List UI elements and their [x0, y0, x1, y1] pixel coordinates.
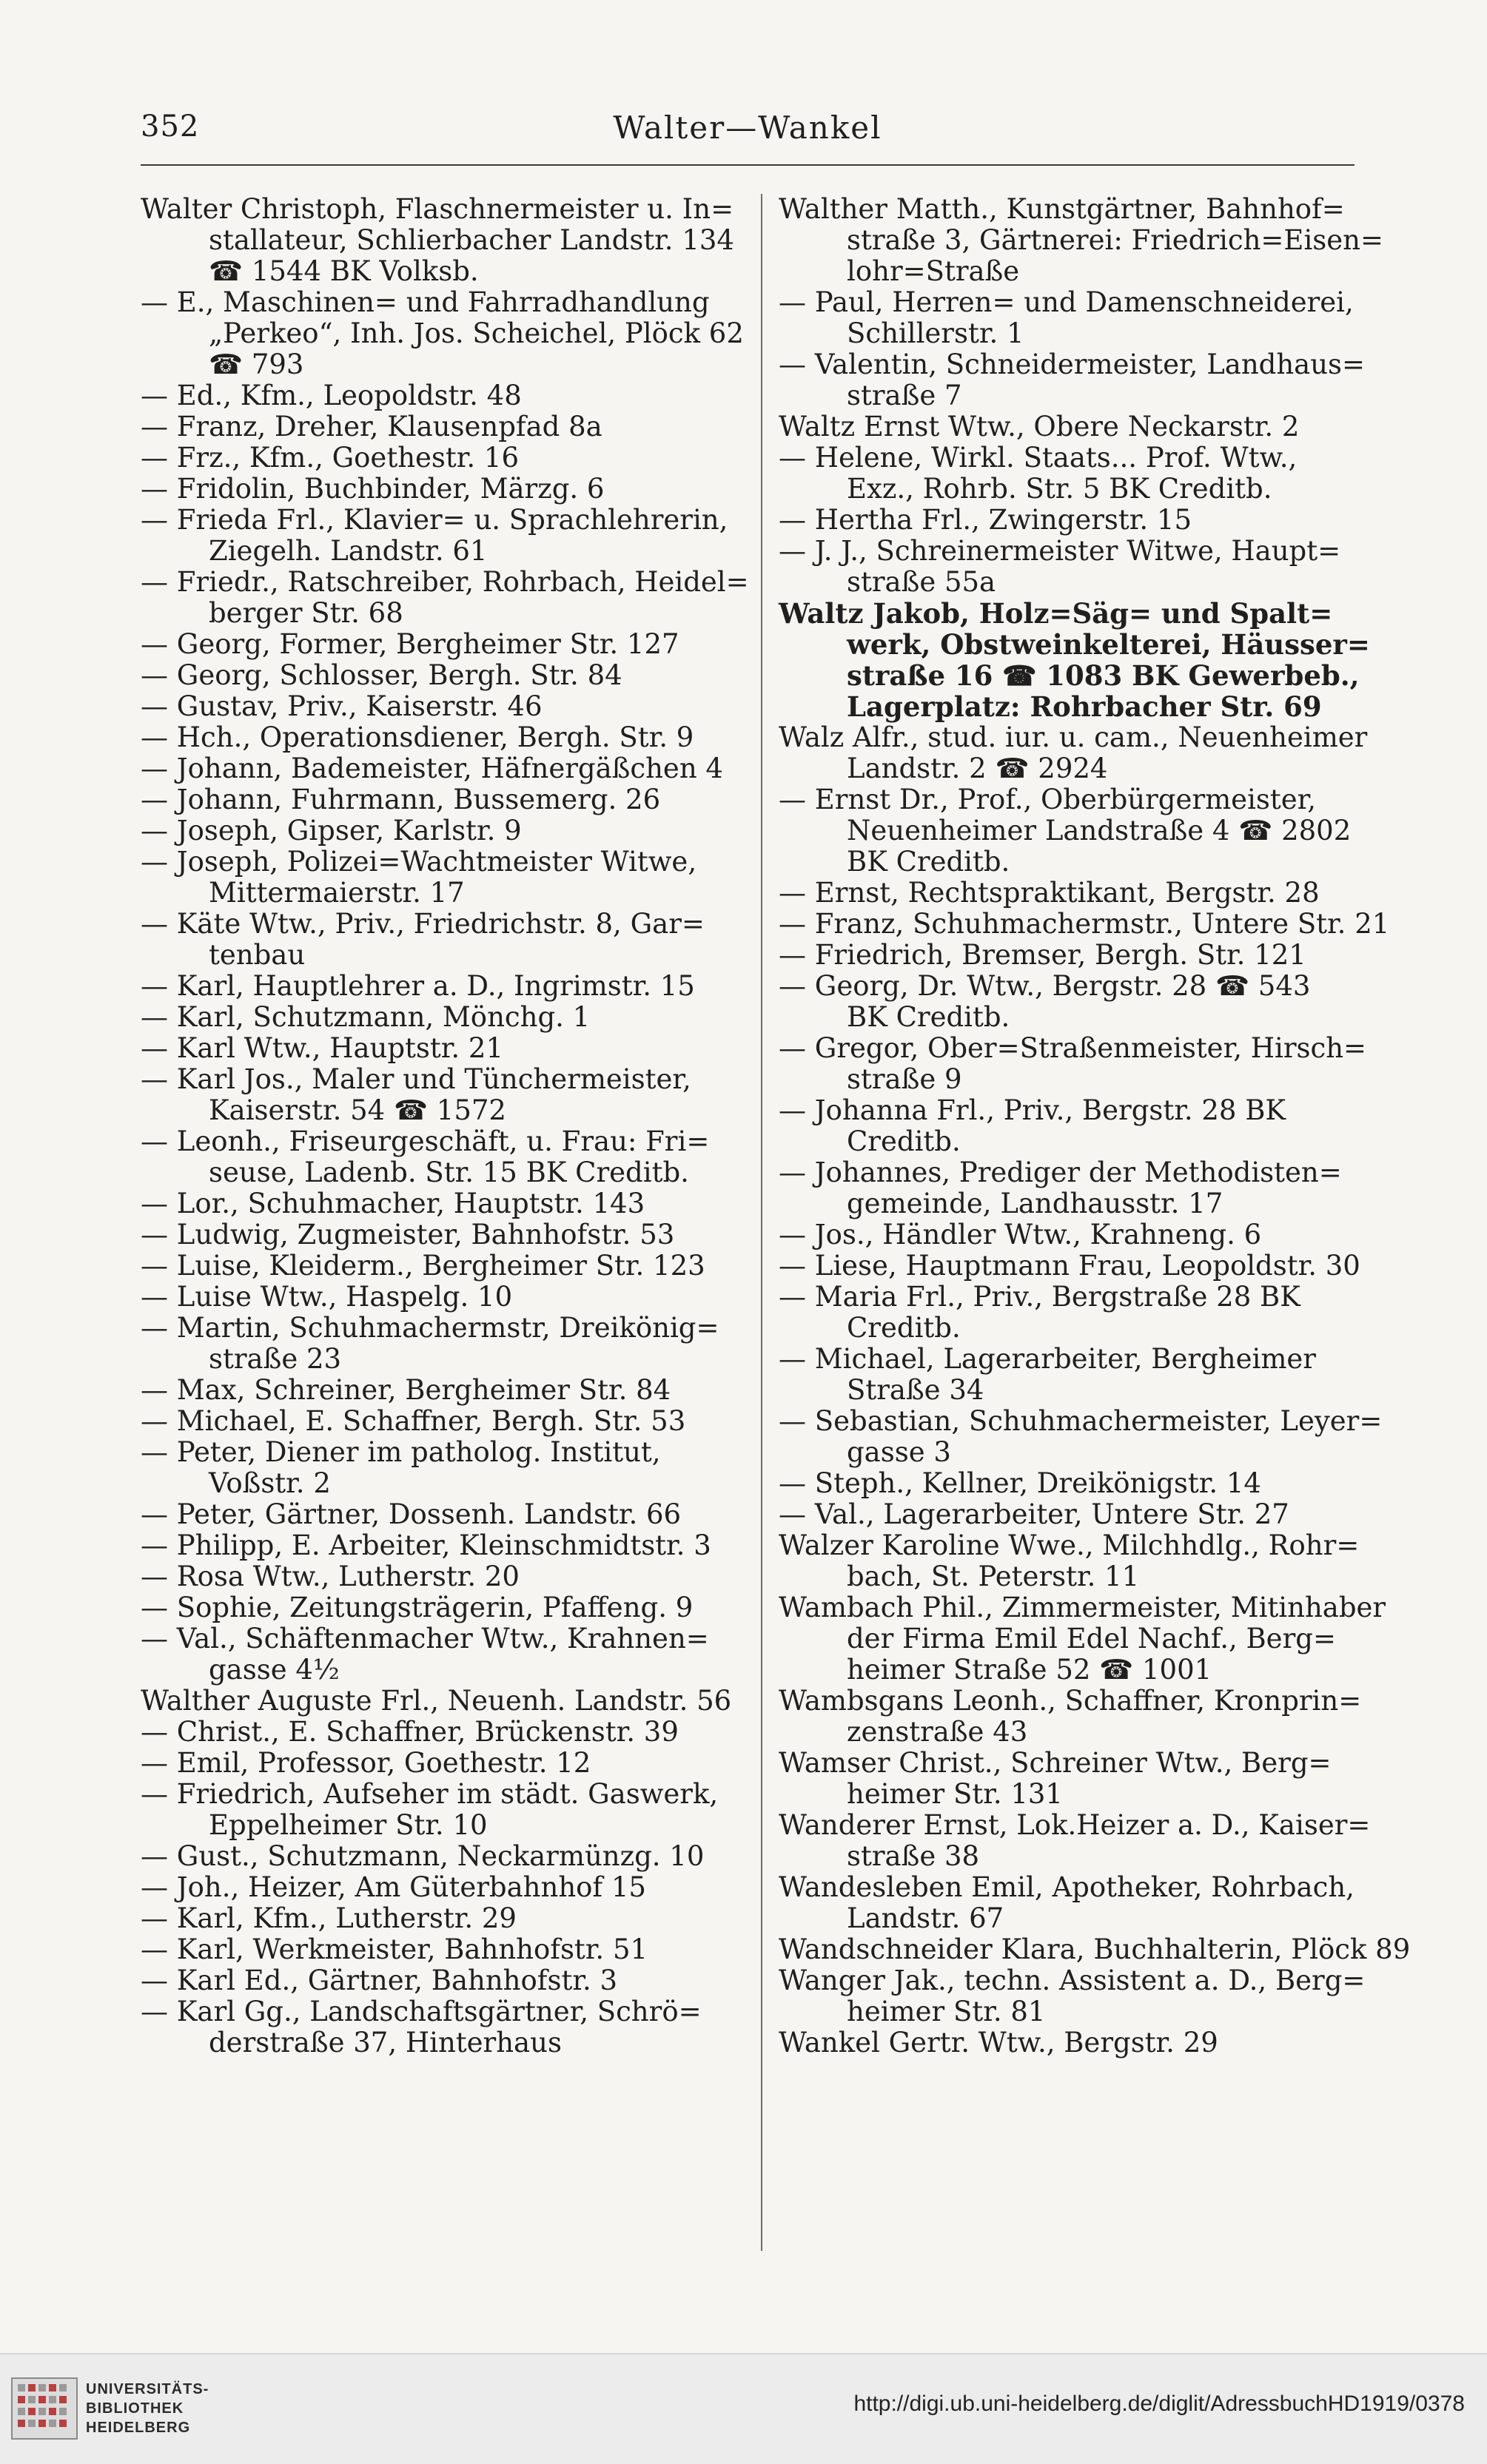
right-column-entry-line: — Johannes, Prediger der Methodisten= — [779, 1157, 1342, 1188]
right-column-entry-line: Waltz Ernst Wtw., Obere Neckarstr. 2 — [779, 411, 1300, 442]
left-column-entry-line: Walther Auguste Frl., Neuenh. Landstr. 56 — [141, 1685, 732, 1717]
left-column-entry-line: Mittermaierstr. 17 — [209, 877, 465, 909]
right-column-entry-line: Schillerstr. 1 — [847, 317, 1024, 349]
right-column-entry-line: — Hertha Frl., Zwingerstr. 15 — [779, 504, 1192, 536]
right-column-entry-line: heimer Str. 131 — [847, 1778, 1063, 1810]
right-column-entry-line: werk, Obstweinkelterei, Häusser= — [847, 628, 1370, 661]
right-column-entry-line: Lagerplatz: Rohrbacher Str. 69 — [847, 690, 1322, 723]
left-column-entry-line: — Karl Gg., Landschaftsgärtner, Schrö= — [141, 1996, 702, 2027]
left-column-entry-line: — Joh., Heizer, Am Güterbahnhof 15 — [141, 1871, 646, 1903]
left-column-entry-line: — Emil, Professor, Goethestr. 12 — [141, 1747, 591, 1779]
left-column-entry-line: — Philipp, E. Arbeiter, Kleinschmidtstr. 3 — [141, 1529, 711, 1561]
left-column-entry-line: seuse, Ladenb. Str. 15 BK Creditb. — [209, 1157, 689, 1188]
left-column-entry-line: derstraße 37, Hinterhaus — [209, 2027, 562, 2059]
left-column-entry-line: — Joseph, Polizei=Wachtmeister Witwe, — [141, 846, 697, 878]
left-column-entry-line: berger Str. 68 — [209, 597, 403, 629]
right-column-entry-line: — Franz, Schuhmachermstr., Untere Str. 21 — [779, 908, 1390, 940]
right-column-entry-line: BK Creditb. — [847, 846, 1010, 878]
right-column-entry-line: BK Creditb. — [847, 1001, 1010, 1033]
right-column — [779, 193, 1411, 2059]
left-column-entry-line: — Michael, E. Schaffner, Bergh. Str. 53 — [141, 1405, 686, 1437]
left-column-entry-line: — Peter, Gärtner, Dossenh. Landstr. 66 — [141, 1498, 682, 1530]
right-column-entry-line: — Maria Frl., Priv., Bergstraße 28 BK — [779, 1281, 1300, 1313]
left-column-entry-line: — Karl, Hauptlehrer a. D., Ingrimstr. 15 — [141, 970, 695, 1002]
left-column-entry-line: Kaiserstr. 54 ☎ 1572 — [209, 1094, 506, 1126]
left-column-entry-line: — Karl Wtw., Hauptstr. 21 — [141, 1032, 503, 1064]
left-column — [141, 194, 748, 2059]
left-column-entry-line: — Peter, Diener im patholog. Institut, — [141, 1436, 661, 1468]
left-column-entry-line: — Georg, Schlosser, Bergh. Str. 84 — [141, 659, 622, 691]
right-column-entry-line: — Steph., Kellner, Dreikönigstr. 14 — [779, 1467, 1261, 1499]
left-column-entry-line: — E., Maschinen= und Fahrradhandlung — [141, 286, 710, 318]
left-column-entry-line: — Friedr., Ratschreiber, Rohrbach, Heidel= — [141, 566, 749, 598]
left-column-entry-line: straße 23 — [209, 1343, 342, 1375]
right-column-entry-line: — Helene, Wirkl. Staats... Prof. Wtw., — [779, 442, 1298, 474]
right-column-entry-line: — Ernst, Rechtspraktikant, Bergstr. 28 — [779, 877, 1320, 909]
right-column-entry-line: lohr=Straße — [847, 255, 1020, 287]
right-column-entry-line: Wamser Christ., Schreiner Wtw., Berg= — [779, 1747, 1332, 1779]
left-column-entry-line: — Hch., Operationsdiener, Bergh. Str. 9 — [141, 721, 694, 753]
left-column-entry-line: Ziegelh. Landstr. 61 — [209, 535, 488, 567]
right-column-entry-line: — Johanna Frl., Priv., Bergstr. 28 BK — [779, 1094, 1286, 1126]
page-header — [141, 110, 1355, 154]
right-column-entry-line: Wanger Jak., techn. Assistent a. D., Berg= — [779, 1965, 1366, 1996]
right-column-entry-line: Wambsgans Leonh., Schaffner, Kronprin= — [779, 1685, 1362, 1717]
header-rule — [141, 164, 1355, 166]
left-column-entry-line: — Johann, Fuhrmann, Bussemerg. 26 — [141, 784, 661, 815]
library-name-line: HEIDELBERG — [86, 2420, 191, 2436]
right-column-entry-line: Walther Matth., Kunstgärtner, Bahnhof= — [779, 193, 1345, 225]
right-column-entry-line: gemeinde, Landhausstr. 17 — [847, 1188, 1223, 1219]
right-column-entry-line: — J. J., Schreinermeister Witwe, Haupt= — [779, 535, 1341, 567]
left-column-entry-line: — Rosa Wtw., Lutherstr. 20 — [141, 1561, 520, 1592]
right-column-entry-line: straße 16 ☎ 1083 BK Gewerbeb., — [847, 659, 1360, 692]
left-column-entry-line: ☎ 793 — [209, 349, 304, 380]
left-column-entry-line: — Ludwig, Zugmeister, Bahnhofstr. 53 — [141, 1219, 675, 1250]
university-seal-icon — [10, 2377, 78, 2440]
right-column-entry-line: Creditb. — [847, 1312, 961, 1344]
left-column-entry-line: — Frz., Kfm., Goethestr. 16 — [141, 442, 520, 474]
left-column-entry-line: — Käte Wtw., Priv., Friedrichstr. 8, Gar= — [141, 908, 705, 940]
right-column-entry-line: — Val., Lagerarbeiter, Untere Str. 27 — [779, 1498, 1289, 1530]
right-column-entry-line: Landstr. 67 — [847, 1902, 1004, 1934]
left-column-entry-line: — Friedrich, Aufseher im städt. Gaswerk, — [141, 1778, 719, 1810]
right-column-entry-line: Wambach Phil., Zimmermeister, Mitinhaber — [779, 1592, 1386, 1623]
left-column-entry-line: — Karl, Werkmeister, Bahnhofstr. 51 — [141, 1933, 648, 1965]
left-column-entry-line: „Perkeo“, Inh. Jos. Scheichel, Plöck 62 — [209, 317, 744, 349]
left-column-entry-line: Voßstr. 2 — [209, 1467, 331, 1499]
right-column-entry-line: Neuenheimer Landstraße 4 ☎ 2802 — [847, 815, 1352, 846]
left-column-entry-line: Walter Christoph, Flaschnermeister u. In= — [141, 193, 734, 225]
right-column-entry-line: straße 7 — [847, 380, 962, 411]
right-column-entry-line: Walz Alfr., stud. iur. u. cam., Neuenheimer — [779, 721, 1368, 753]
right-column-entry-line: straße 38 — [847, 1840, 980, 1872]
left-column-entry-line: — Val., Schäftenmacher Wtw., Krahnen= — [141, 1623, 709, 1655]
left-column-entry-line: — Christ., E. Schaffner, Brückenstr. 39 — [141, 1716, 679, 1748]
right-column-entry-line: straße 9 — [847, 1063, 962, 1095]
left-column-entry-line: stallateur, Schlierbacher Landstr. 134 — [209, 224, 734, 256]
right-column-entry-line: der Firma Emil Edel Nachf., Berg= — [847, 1623, 1336, 1655]
right-column-entry-line: Landstr. 2 ☎ 2924 — [847, 753, 1108, 784]
left-column-entry-line: — Luise, Kleiderm., Bergheimer Str. 123 — [141, 1250, 705, 1282]
page-number: 352 — [141, 110, 200, 144]
left-column-entry-line: — Ed., Kfm., Leopoldstr. 48 — [141, 380, 522, 411]
left-column-entry-line: — Gust., Schutzmann, Neckarmünzg. 10 — [141, 1840, 705, 1872]
library-name — [86, 2380, 209, 2437]
right-column-entry-line: zenstraße 43 — [847, 1716, 1028, 1748]
left-column-entry-line: — Gustav, Priv., Kaiserstr. 46 — [141, 690, 543, 722]
right-column-entry-line: Walzer Karoline Wwe., Milchhdlg., Rohr= — [779, 1529, 1360, 1561]
right-column-entry-line: straße 55a — [847, 566, 996, 598]
right-column-entry-line: Creditb. — [847, 1125, 961, 1157]
right-column-entry-line: bach, St. Peterstr. 11 — [847, 1561, 1140, 1592]
left-column-entry-line: — Franz, Dreher, Klausenpfad 8a — [141, 411, 602, 442]
right-column-entry-line: straße 3, Gärtnerei: Friedrich=Eisen= — [847, 224, 1383, 256]
left-column-entry-line: — Karl, Kfm., Lutherstr. 29 — [141, 1902, 517, 1934]
left-column-entry-line: — Leonh., Friseurgeschäft, u. Frau: Fri= — [141, 1125, 710, 1157]
left-column-entry-line: — Georg, Former, Bergheimer Str. 127 — [141, 628, 679, 660]
source-url-link[interactable]: http://digi.ub.uni-heidelberg.de/diglit/AdressbuchHD1919/0378 — [853, 2391, 1465, 2416]
left-column-entry-line: — Martin, Schuhmachermstr, Dreikönig= — [141, 1312, 719, 1344]
right-column-entry-line: heimer Str. 81 — [847, 1996, 1046, 2027]
left-column-entry-line: — Max, Schreiner, Bergheimer Str. 84 — [141, 1374, 671, 1406]
right-column-entry-line: Waltz Jakob, Holz=Säg= und Spalt= — [779, 597, 1333, 630]
left-column-entry-line: ☎ 1544 BK Volksb. — [209, 255, 479, 287]
right-column-entry-line: — Georg, Dr. Wtw., Bergstr. 28 ☎ 543 — [779, 970, 1311, 1002]
library-name-line: UNIVERSITÄTS- — [86, 2381, 209, 2397]
left-column-entry-line: — Sophie, Zeitungsträgerin, Pfaffeng. 9 — [141, 1592, 694, 1623]
right-column-entry-line: — Ernst Dr., Prof., Oberbürgermeister, — [779, 784, 1317, 815]
viewer-footer — [0, 2353, 1487, 2464]
left-column-entry-line: — Johann, Bademeister, Häfnergäßchen 4 — [141, 753, 723, 784]
right-column-entry-line: — Friedrich, Bremser, Bergh. Str. 121 — [779, 939, 1306, 971]
right-column-entry-line: Wandschneider Klara, Buchhalterin, Plöck 89 — [779, 1933, 1411, 1965]
left-column-entry-line: — Karl, Schutzmann, Mönchg. 1 — [141, 1001, 591, 1033]
right-column-entry-line: — Gregor, Ober=Straßenmeister, Hirsch= — [779, 1032, 1367, 1064]
right-column-entry-line: Exz., Rohrb. Str. 5 BK Creditb. — [847, 473, 1272, 505]
left-column-entry-line: — Fridolin, Buchbinder, Märzg. 6 — [141, 473, 605, 505]
right-column-entry-line: — Liese, Hauptmann Frau, Leopoldstr. 30 — [779, 1250, 1360, 1282]
column-divider — [761, 194, 762, 2251]
right-column-entry-line: Wankel Gertr. Wtw., Bergstr. 29 — [779, 2027, 1218, 2059]
left-column-entry-line: — Joseph, Gipser, Karlstr. 9 — [141, 815, 522, 846]
library-name-line: BIBLIOTHEK — [86, 2400, 184, 2417]
left-column-entry-line: — Karl Jos., Maler und Tünchermeister, — [141, 1063, 691, 1095]
right-column-entry-line: heimer Straße 52 ☎ 1001 — [847, 1654, 1212, 1686]
right-column-entry-line: gasse 3 — [847, 1436, 951, 1468]
right-column-entry-line: Wandesleben Emil, Apotheker, Rohrbach, — [779, 1871, 1355, 1903]
left-column-entry-line: — Karl Ed., Gärtner, Bahnhofstr. 3 — [141, 1965, 618, 1996]
right-column-entry-line: — Valentin, Schneidermeister, Landhaus= — [779, 349, 1366, 380]
left-column-entry-line: Eppelheimer Str. 10 — [209, 1809, 488, 1841]
left-column-entry-line: — Lor., Schuhmacher, Hauptstr. 143 — [141, 1188, 645, 1219]
right-column-entry-line: — Sebastian, Schuhmachermeister, Leyer= — [779, 1405, 1383, 1437]
left-column-entry-line: — Frieda Frl., Klavier= u. Sprachlehrerin, — [141, 504, 728, 536]
left-column-entry-line: tenbau — [209, 939, 306, 971]
right-column-entry-line: — Jos., Händler Wtw., Krahneng. 6 — [779, 1219, 1262, 1250]
running-title: Walter—Wankel — [613, 110, 882, 146]
left-column-entry-line: gasse 4½ — [209, 1654, 340, 1686]
right-column-entry-line: — Michael, Lagerarbeiter, Bergheimer — [779, 1343, 1316, 1375]
left-column-entry-line: — Luise Wtw., Haspelg. 10 — [141, 1281, 513, 1313]
right-column-entry-line: Straße 34 — [847, 1374, 984, 1406]
right-column-entry-line: — Paul, Herren= und Damenschneiderei, — [779, 286, 1354, 318]
right-column-entry-line: Wanderer Ernst, Lok.Heizer a. D., Kaiser= — [779, 1809, 1371, 1841]
